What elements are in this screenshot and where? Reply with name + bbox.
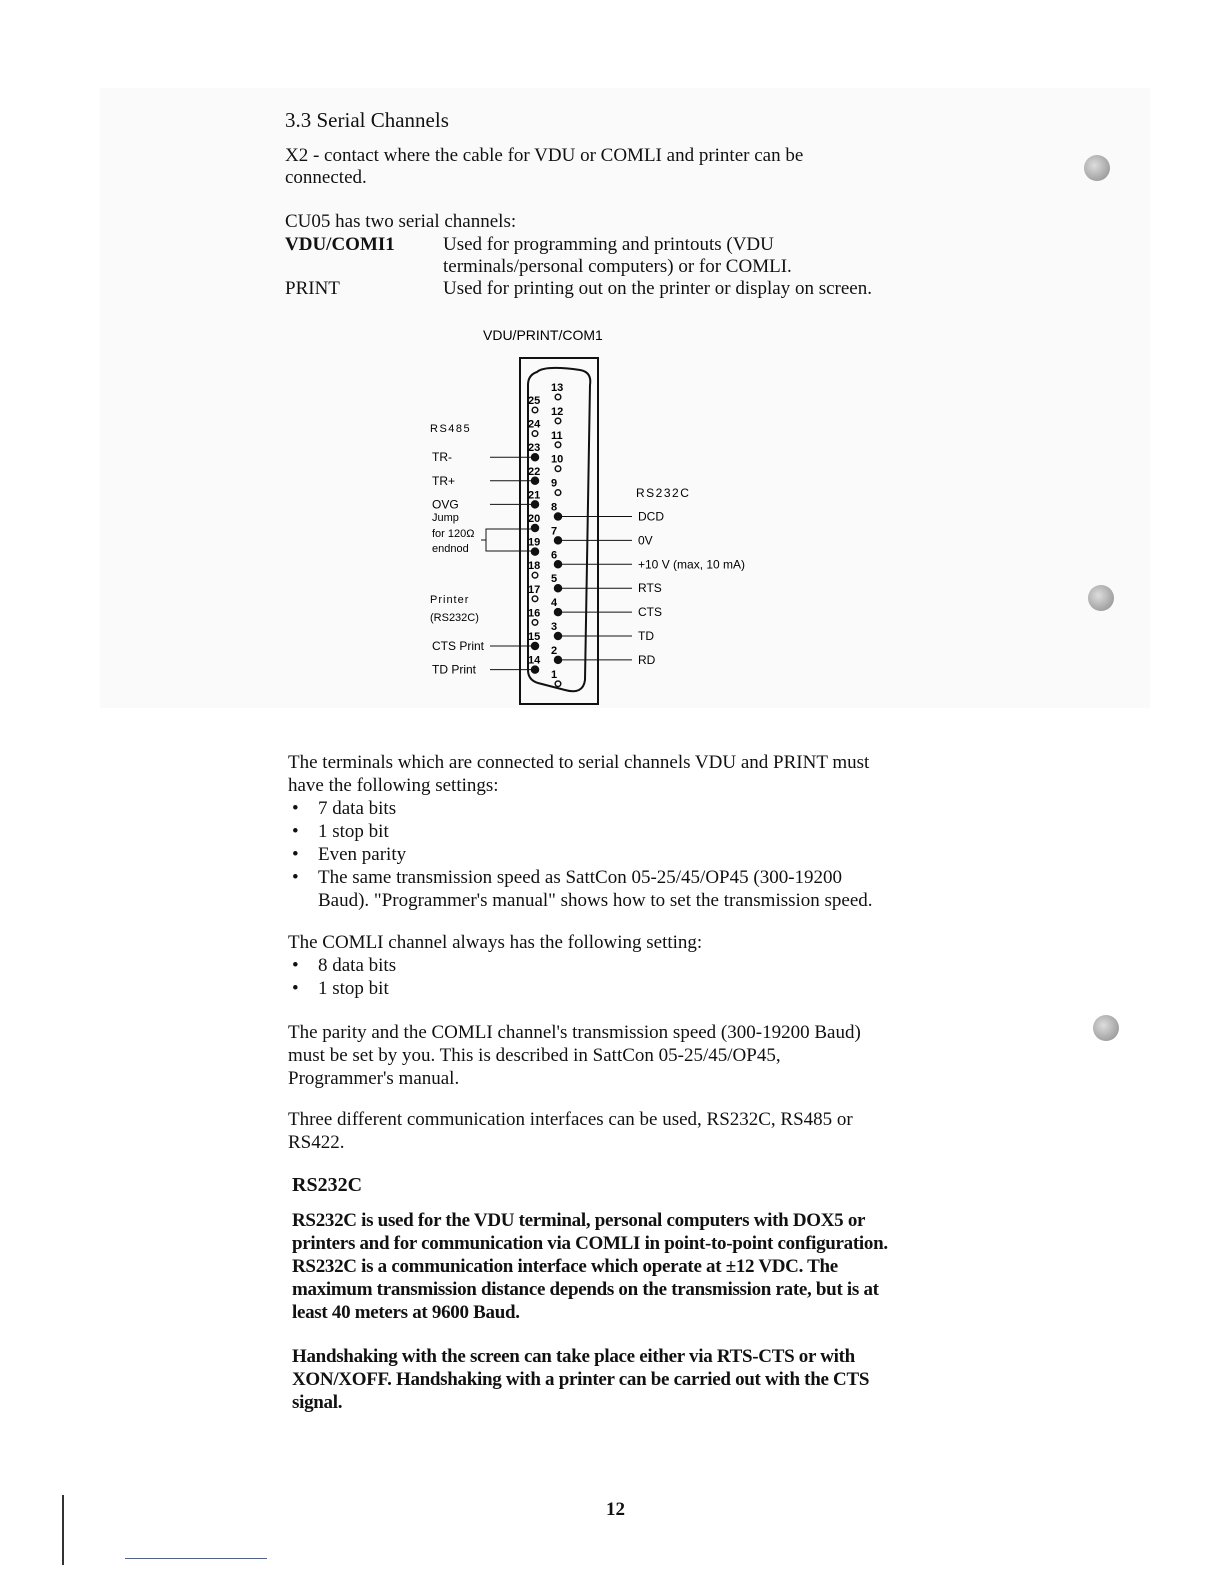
connector-diagram xyxy=(0,0,1224,720)
pin-number: 7 xyxy=(551,525,558,538)
jump-label: for 120Ω xyxy=(432,528,475,540)
list-item: • Even parity xyxy=(288,843,873,866)
signal-label: DCD xyxy=(638,509,664,524)
page-number: 12 xyxy=(606,1499,625,1520)
pin-number: 15 xyxy=(528,631,541,643)
paragraph: CU05 has two serial channels: xyxy=(285,211,517,232)
diagram-title: VDU/PRINT/COM1 xyxy=(483,327,603,343)
pin xyxy=(555,490,561,496)
pin-number: 4 xyxy=(551,597,558,610)
channel-name: VDU/COMI1 xyxy=(285,234,395,255)
pin-number: 5 xyxy=(551,573,558,586)
pin xyxy=(555,418,561,424)
printer-label: Printer xyxy=(430,594,470,606)
scan-line xyxy=(125,1558,267,1559)
pin xyxy=(532,596,538,602)
pin-number: 23 xyxy=(528,442,541,455)
pin-number: 17 xyxy=(528,583,541,596)
pin-number: 8 xyxy=(551,501,558,514)
section-heading: 3.3 Serial Channels xyxy=(285,108,449,132)
pin xyxy=(532,572,538,578)
paragraph: X2 - contact where the cable for VDU or COMLI and printer can be xyxy=(285,145,804,166)
pin-number: 2 xyxy=(551,644,558,657)
paragraph: Three different communication interfaces can be used, RS232C, RS485 or RS422. xyxy=(288,1109,853,1153)
pin-number: 19 xyxy=(528,536,541,549)
pin-number: 20 xyxy=(528,513,541,525)
signal-label: TD Print xyxy=(432,662,477,677)
paragraph: The terminals which are connected to serial channels VDU and PRINT must have the following settings: xyxy=(288,752,870,796)
pin xyxy=(555,442,561,448)
pin xyxy=(555,466,561,472)
rs232-label: RS232C xyxy=(636,486,691,500)
list-item: • 1 stop bit xyxy=(288,977,396,1000)
pin-number: 21 xyxy=(528,489,541,502)
channel-desc: terminals/personal computers) or for COMLI. xyxy=(443,256,792,277)
signal-label: TR- xyxy=(432,450,452,465)
channel-name: PRINT xyxy=(285,278,340,299)
pin-number: 24 xyxy=(528,418,541,431)
jump-label: endnod xyxy=(432,543,469,555)
pin-number: 9 xyxy=(551,477,558,490)
list-item-cont: Baud). "Programmer's manual" shows how to set the transmission speed. xyxy=(318,890,873,911)
list-item: • 1 stop bit xyxy=(288,820,873,843)
rs485-label: RS485 xyxy=(430,423,472,435)
comli-list xyxy=(288,954,396,1000)
list-item: • 7 data bits xyxy=(288,797,873,820)
paragraph: Handshaking with the screen can take place either via RTS-CTS or with XON/XOFF. Handshaking with a printer can be carried out with the CTS signal. xyxy=(292,1346,870,1413)
signal-label: TR+ xyxy=(432,473,456,488)
pin-number: 22 xyxy=(528,465,541,478)
signal-label: 0V xyxy=(638,533,653,548)
channel-desc: Used for programming and printouts (VDU xyxy=(443,234,774,255)
jump-bracket xyxy=(481,529,500,551)
subheading: RS232C xyxy=(292,1174,363,1196)
punch-hole xyxy=(1093,1015,1119,1041)
pin-number: 13 xyxy=(551,382,564,394)
pin-number: 10 xyxy=(551,453,564,466)
pin xyxy=(555,394,561,400)
signal-label: TD xyxy=(638,629,654,643)
pin xyxy=(532,525,539,532)
pin-number: 25 xyxy=(528,395,541,407)
pin-number: 6 xyxy=(551,549,558,562)
pin xyxy=(532,407,538,413)
signal-label: OVG xyxy=(432,497,459,512)
paragraph: The parity and the COMLI channel's transmission speed (300-19200 Baud) must be set by you. This is described in SattCon 05-25/45/OP45, Programmer's manual. xyxy=(288,1022,861,1089)
pin xyxy=(532,548,539,555)
pin xyxy=(532,431,538,437)
list-item: • 8 data bits xyxy=(288,954,396,977)
pin-number: 12 xyxy=(551,405,564,418)
paragraph: connected. xyxy=(285,167,367,188)
pin-number: 18 xyxy=(528,560,541,573)
printer-label: (RS232C) xyxy=(430,612,479,624)
signal-label: RD xyxy=(638,652,656,667)
pin xyxy=(532,620,538,626)
signal-label: CTS Print xyxy=(432,639,485,653)
pin-number: 14 xyxy=(528,654,541,667)
pin xyxy=(555,681,561,687)
jump-label: Jump xyxy=(432,512,459,524)
list-item: • The same transmission speed as SattCon 05-25/45/OP45 (300-19200 xyxy=(288,866,873,889)
pin-number: 16 xyxy=(528,607,541,620)
settings-list xyxy=(288,797,873,912)
channel-desc: Used for printing out on the printer or display on screen. xyxy=(443,278,872,299)
paragraph: RS232C is used for the VDU terminal, personal computers with DOX5 or printers and for communication via COMLI in point-to-point configuration. RS232C is a communication interface which operate at ±12 VDC. The maximum transmission distance depends on the transmission rate, but is at least 40 meters at 9600 Baud. xyxy=(292,1210,888,1323)
pin-number: 11 xyxy=(551,429,563,442)
scan-edge xyxy=(62,1495,64,1565)
signal-label: +10 V (max, 10 mA) xyxy=(638,557,746,572)
paragraph: The COMLI channel always has the following setting: xyxy=(288,932,703,953)
signal-label: RTS xyxy=(638,581,662,596)
pin-number: 1 xyxy=(551,668,558,681)
signal-label: CTS xyxy=(638,605,662,620)
pin-number: 3 xyxy=(551,621,558,633)
